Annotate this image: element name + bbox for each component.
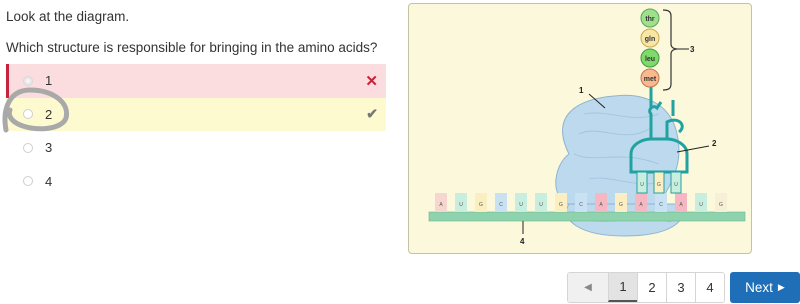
pagination xyxy=(567,272,725,303)
option-label: 3 xyxy=(45,140,53,156)
ribosome-illustration xyxy=(409,4,752,254)
chevron-left-icon: ◀ xyxy=(584,282,592,293)
callout-3: 3 xyxy=(690,45,695,54)
answer-options xyxy=(6,64,386,198)
callout-2: 2 xyxy=(712,139,717,148)
codon-letter: G xyxy=(719,202,723,208)
codon-letter: U xyxy=(459,202,463,208)
page-4-button[interactable]: 4 xyxy=(695,273,724,302)
codon-letter: G xyxy=(479,202,483,208)
codon-letter: U xyxy=(699,202,703,208)
codon-letter: U xyxy=(519,202,523,208)
question-intro: Look at the diagram. xyxy=(6,9,130,24)
callout-4: 4 xyxy=(520,237,525,246)
page-1-button[interactable]: 1 xyxy=(608,273,637,302)
anticodon-letter: U xyxy=(640,182,644,188)
previous-page-button[interactable] xyxy=(568,273,608,302)
amino-acid-label: met xyxy=(643,76,657,83)
option-4[interactable] xyxy=(6,165,386,199)
mrna-codons xyxy=(435,193,727,212)
codon-letter: U xyxy=(539,202,543,208)
codon-letter: A xyxy=(639,202,643,208)
codon-letter: G xyxy=(619,202,623,208)
option-2[interactable] xyxy=(6,98,386,132)
callout-1: 1 xyxy=(579,86,584,95)
radio-button[interactable] xyxy=(23,143,33,153)
radio-button[interactable] xyxy=(23,176,33,186)
codon-letter: A xyxy=(439,202,443,208)
radio-button[interactable] xyxy=(23,76,33,86)
translation-diagram xyxy=(408,3,752,254)
option-label: 2 xyxy=(45,106,53,122)
option-1[interactable] xyxy=(6,64,386,98)
radio-button[interactable] xyxy=(23,109,33,119)
codon-letter: G xyxy=(559,202,563,208)
page-3-button[interactable]: 3 xyxy=(666,273,695,302)
amino-acid-chain xyxy=(641,9,677,90)
anticodon-letter: U xyxy=(674,182,678,188)
option-3[interactable] xyxy=(6,131,386,165)
codon-letter: C xyxy=(499,202,503,208)
anticodon-letter: G xyxy=(657,182,661,188)
amino-acid-label: thr xyxy=(645,16,655,23)
option-label: 4 xyxy=(45,173,53,189)
codon-letter: A xyxy=(679,202,683,208)
codon-letter: A xyxy=(599,202,603,208)
option-label: 1 xyxy=(45,73,53,89)
chevron-right-icon: ▶ xyxy=(777,282,785,292)
codon-letter: C xyxy=(579,202,583,208)
next-button[interactable] xyxy=(730,272,800,303)
page-2-button[interactable]: 2 xyxy=(637,273,666,302)
correct-check-icon: ✔ xyxy=(366,105,378,122)
codon-letter: C xyxy=(659,202,663,208)
question-text: Which structure is responsible for bringing in the amino acids? xyxy=(6,40,378,55)
incorrect-icon: ✕ xyxy=(365,72,378,90)
next-label: Next xyxy=(745,280,773,295)
amino-acid-label: gln xyxy=(644,36,656,43)
amino-acid-label: leu xyxy=(644,56,656,63)
